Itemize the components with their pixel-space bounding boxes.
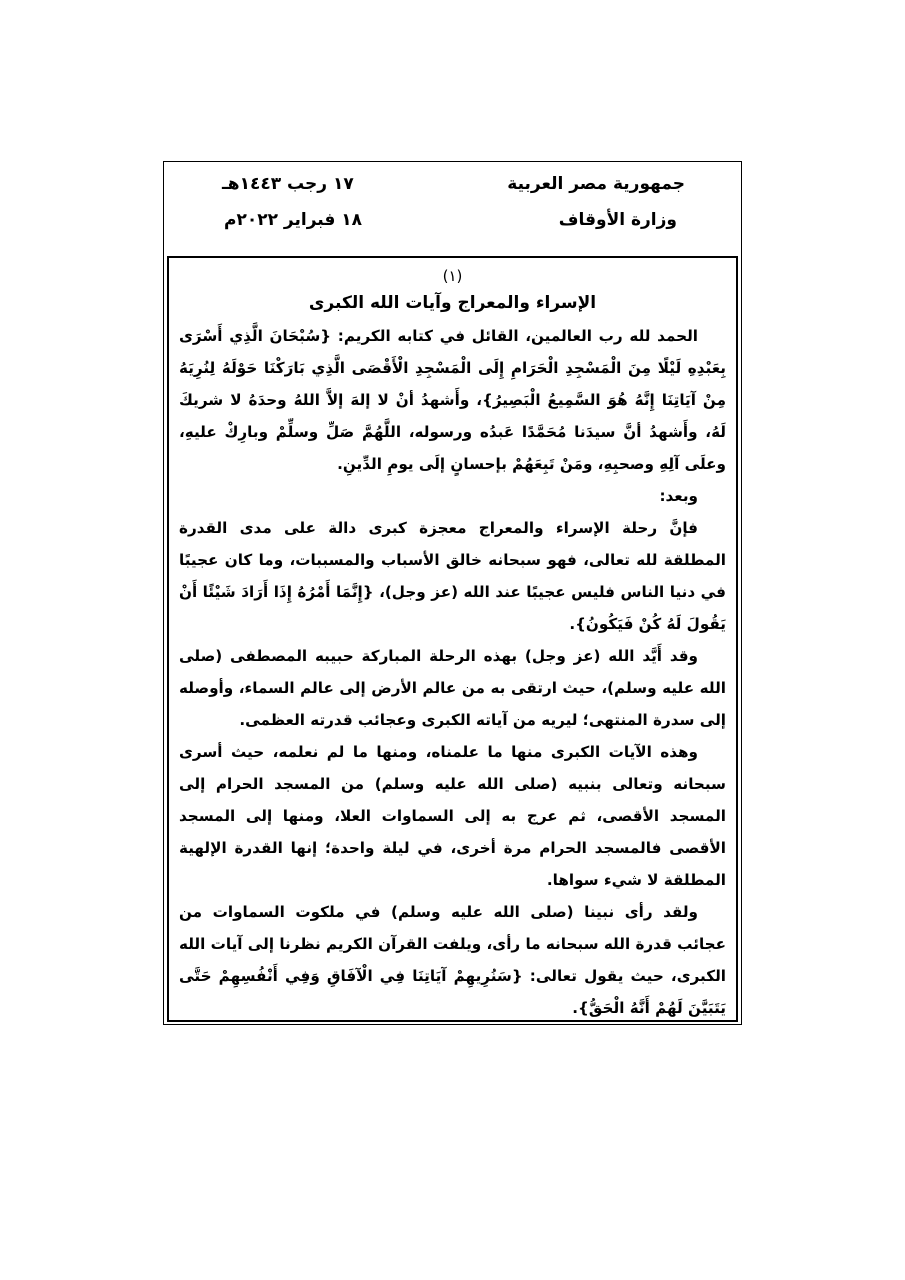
header-gregorian-date: ١٨ فبراير ٢٠٢٢م (224, 210, 363, 230)
header-hijri-date: ١٧ رجب ١٤٤٣هـ (222, 174, 354, 194)
paragraph-support: وقد أَيَّد الله (عز وجل) بهذه الرحلة المباركة حبيبه المصطفى (صلى الله عليه وسلم)، حيث ارتقى به من عالم الأرض إلى عالم السماء، وأوصله إلى سدرة المنتهى؛ ليريه من آياته الكبرى وعجائب قدرته العظمى. (179, 647, 726, 729)
document-header (164, 162, 741, 254)
page-title: الإسراء والمعراج وآيات الله الكبرى (308, 293, 597, 313)
document-outer-frame (163, 161, 742, 1025)
paragraph-miracle: فإنَّ رحلة الإسراء والمعراج معجزة كبرى دالة على مدى القدرة المطلقة لله تعالى، فهو سبحانه خالق الأسباب والمسببات، وما كان عجيبًا في دنيا الناس فليس عجيبًا عند الله (عز وجل)، {إِنَّمَا أَمْرُهُ إِذَا أَرَادَ شَيْئًا أَنْ يَقُولَ لَهُ كُنْ فَيَكُونُ}. (179, 519, 726, 633)
paragraph-opening: الحمد لله رب العالمين، القائل في كتابه الكريم: {سُبْحَانَ الَّذِي أَسْرَى بِعَبْدِهِ لَيْلًا مِنَ الْمَسْجِدِ الْحَرَامِ إِلَى الْمَسْجِدِ الْأَقْصَى الَّذِي بَارَكْنَا حَوْلَهُ لِنُرِيَهُ مِنْ آيَاتِنَا إِنَّهُ هُوَ السَّمِيعُ الْبَصِيرُ}، وأَشهدُ أنْ لا إلهَ إلاَّ اللهُ وحدَهُ لا شريكَ لَهُ، وأَشهدُ أنَّ سيدَنا مُحَمَّدًا عَبدُه ورسوله، اللَّهُمَّ صَلِّ وسلِّمْ وبارِكْ عليهِ، وعلَى آلِهِ وصحبِهِ، ومَنْ تَبِعَهُمْ بإحسانٍ إلَى يومِ الدِّينِ. (179, 327, 726, 473)
paragraph-transition: وبعد: (659, 487, 698, 505)
document-body-frame (167, 256, 738, 1022)
paragraph-signs: وهذه الآيات الكبرى منها ما علمناه، ومنها ما لم نعلمه، حيث أسرى سبحانه وتعالى بنبيه (صلى الله عليه وسلم) من المسجد الحرام إلى المسجد الأقصى، ثم عرج به إلى السماوات العلا، ومنها إلى المسجد الأقصى فالمسجد الحرام مرة أخرى، في ليلة واحدة؛ إنها القدرة الإلهية المطلقة لا شيء سواها. (179, 743, 726, 889)
header-ministry: وزارة الأوقاف (558, 210, 677, 230)
header-country: جمهورية مصر العربية (507, 174, 685, 194)
paragraph-vision: ولقد رأى نبينا (صلى الله عليه وسلم) في ملكوت السماوات من عجائب قدرة الله سبحانه ما رأى، ويلفت القرآن الكريم نظرنا إلى آيات الله الكبرى، حيث يقول تعالى: {سَنُرِيهِمْ آيَاتِنَا فِي الْآفَاقِ وَفِي أَنْفُسِهِمْ حَتَّى يَتَبَيَّنَ لَهُمْ أَنَّهُ الْحَقُّ}. (179, 903, 726, 1017)
page-number: (١) (442, 267, 463, 285)
